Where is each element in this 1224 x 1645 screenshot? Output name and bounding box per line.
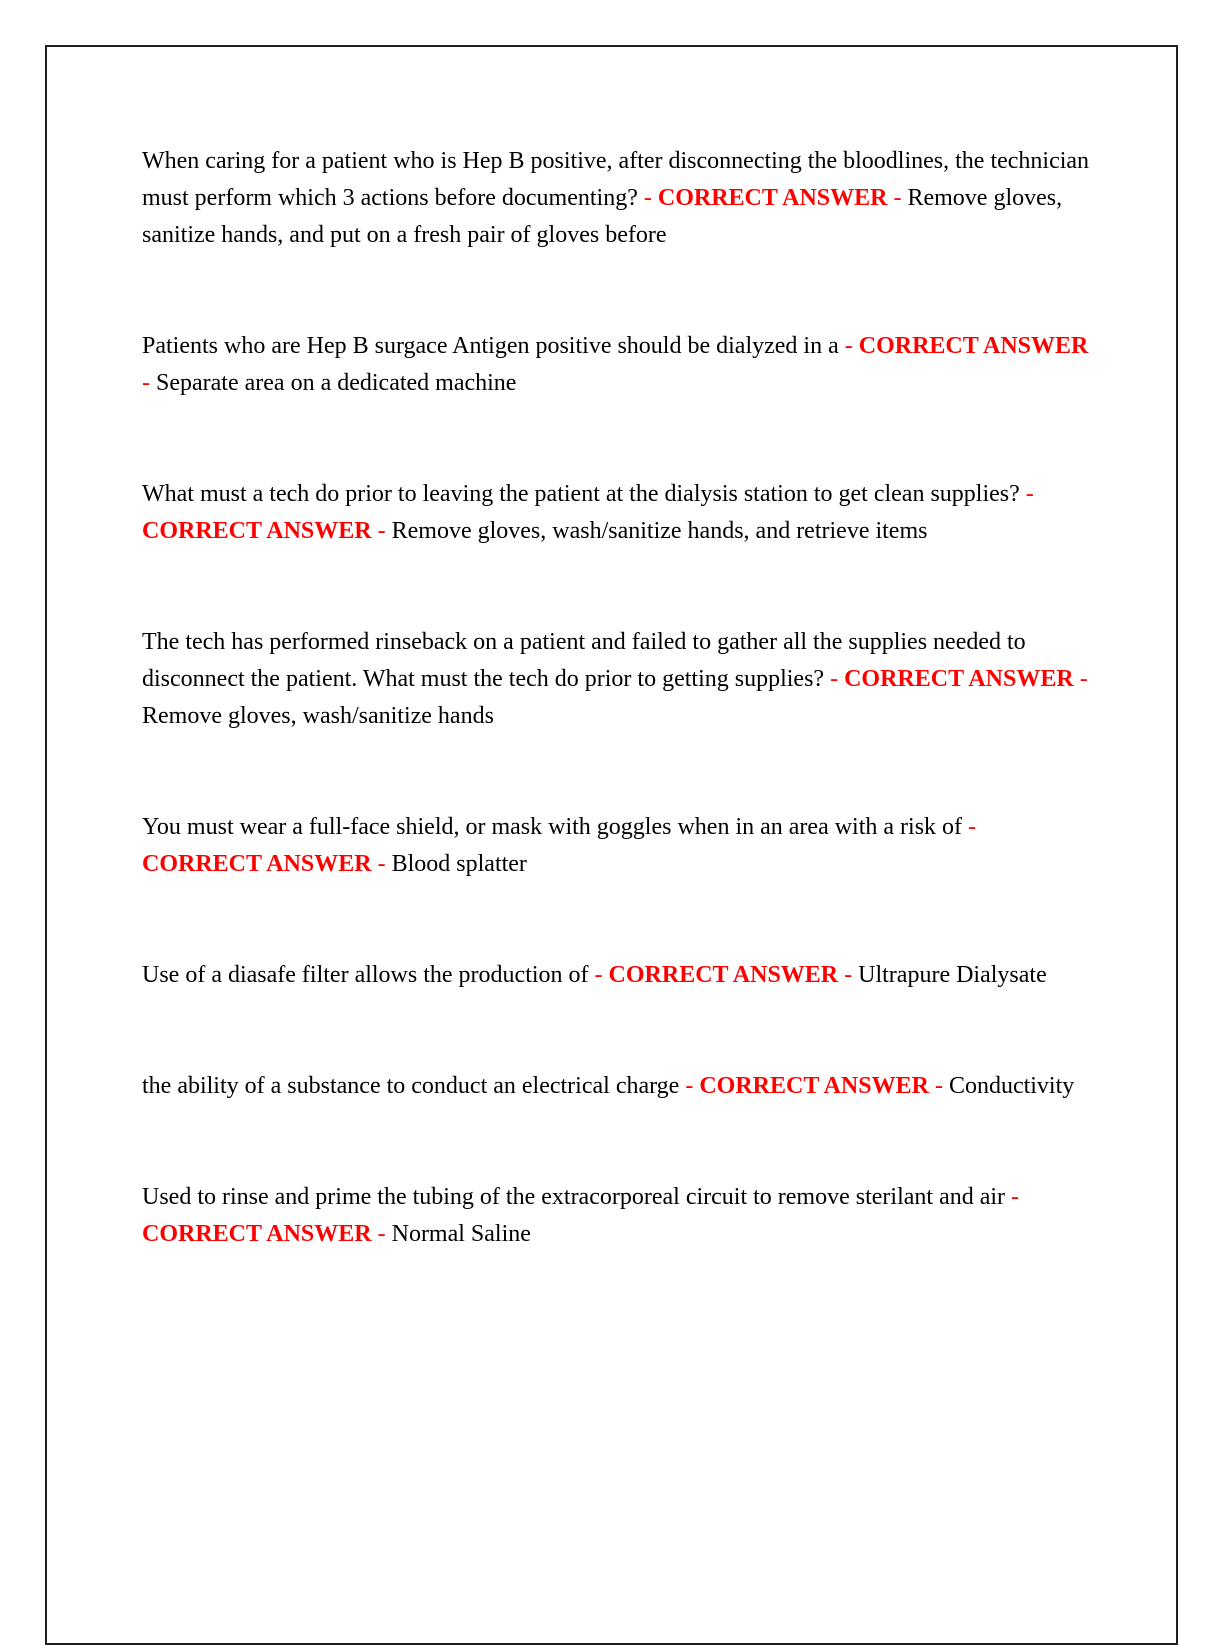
question-text: You must wear a full-face shield, or mask with goggles when in an area with a risk of xyxy=(142,814,963,840)
correct-answer-label: CORRECT ANSWER xyxy=(142,851,372,877)
answer-text: Conductivity xyxy=(948,1073,1075,1099)
question-text: Use of a diasafe filter allows the production of xyxy=(142,962,589,988)
document-content xyxy=(142,143,1094,1327)
correct-answer-label: CORRECT ANSWER xyxy=(142,1221,372,1247)
qa-item xyxy=(142,1179,1094,1253)
answer-text: Remove gloves, wash/sanitize hands, and retrieve items xyxy=(391,518,928,544)
question-text: When caring for a patient who is Hep B positive, after disconnecting the bloodlines, the technician must perform which 3 actions before documenting? xyxy=(142,148,1090,211)
qa-list xyxy=(142,143,1094,1253)
dash-separator-before: - xyxy=(1011,1184,1020,1210)
qa-item xyxy=(142,624,1094,735)
dash-separator-after: - xyxy=(893,185,902,211)
qa-item xyxy=(142,143,1094,254)
question-text: the ability of a substance to conduct an electrical charge xyxy=(142,1073,680,1099)
question-text: What must a tech do prior to leaving the patient at the dialysis station to get clean supplies? xyxy=(142,481,1020,507)
dash-separator-after: - xyxy=(934,1073,943,1099)
dash-separator-after: - xyxy=(142,370,150,396)
dash-separator-after: - xyxy=(1079,666,1088,692)
correct-answer-label: CORRECT ANSWER xyxy=(608,962,839,988)
correct-answer-label: CORRECT ANSWER xyxy=(657,185,888,211)
dash-separator-before: - xyxy=(844,333,853,359)
question-text: The tech has performed rinseback on a patient and failed to gather all the supplies needed to disconnect the patient. What must the tech do prior to getting supplies? xyxy=(142,629,1026,692)
answer-text: Ultrapure Dialysate xyxy=(858,962,1047,988)
qa-item xyxy=(142,328,1094,402)
question-text: Used to rinse and prime the tubing of the extracorporeal circuit to remove sterilant and air xyxy=(142,1184,1006,1210)
dash-separator-before: - xyxy=(685,1073,694,1099)
correct-answer-label: CORRECT ANSWER xyxy=(699,1073,929,1099)
answer-text: Remove gloves, sanitize hands, and put on a fresh pair of gloves before xyxy=(142,185,1063,248)
dash-separator-before: - xyxy=(830,666,839,692)
correct-answer-label: CORRECT ANSWER xyxy=(858,333,1089,359)
correct-answer-label: CORRECT ANSWER xyxy=(844,666,1074,692)
dash-separator-before: - xyxy=(643,185,652,211)
answer-text: Separate area on a dedicated machine xyxy=(156,370,517,396)
qa-item xyxy=(142,809,1094,883)
correct-answer-label: CORRECT ANSWER xyxy=(142,518,372,544)
dash-separator-before: - xyxy=(594,962,603,988)
qa-item xyxy=(142,476,1094,550)
answer-text: Normal Saline xyxy=(391,1221,531,1247)
answer-text: Blood splatter xyxy=(391,851,527,877)
dash-separator-before: - xyxy=(1025,481,1034,507)
dash-separator-before: - xyxy=(968,814,977,840)
dash-separator-after: - xyxy=(377,851,386,877)
qa-item xyxy=(142,957,1094,994)
qa-item xyxy=(142,1068,1094,1105)
dash-separator-after: - xyxy=(377,1221,386,1247)
dash-separator-after: - xyxy=(844,962,853,988)
dash-separator-after: - xyxy=(377,518,386,544)
answer-text: Remove gloves, wash/sanitize hands xyxy=(142,703,494,729)
question-text: Patients who are Hep B surgace Antigen positive should be dialyzed in a xyxy=(142,333,839,359)
